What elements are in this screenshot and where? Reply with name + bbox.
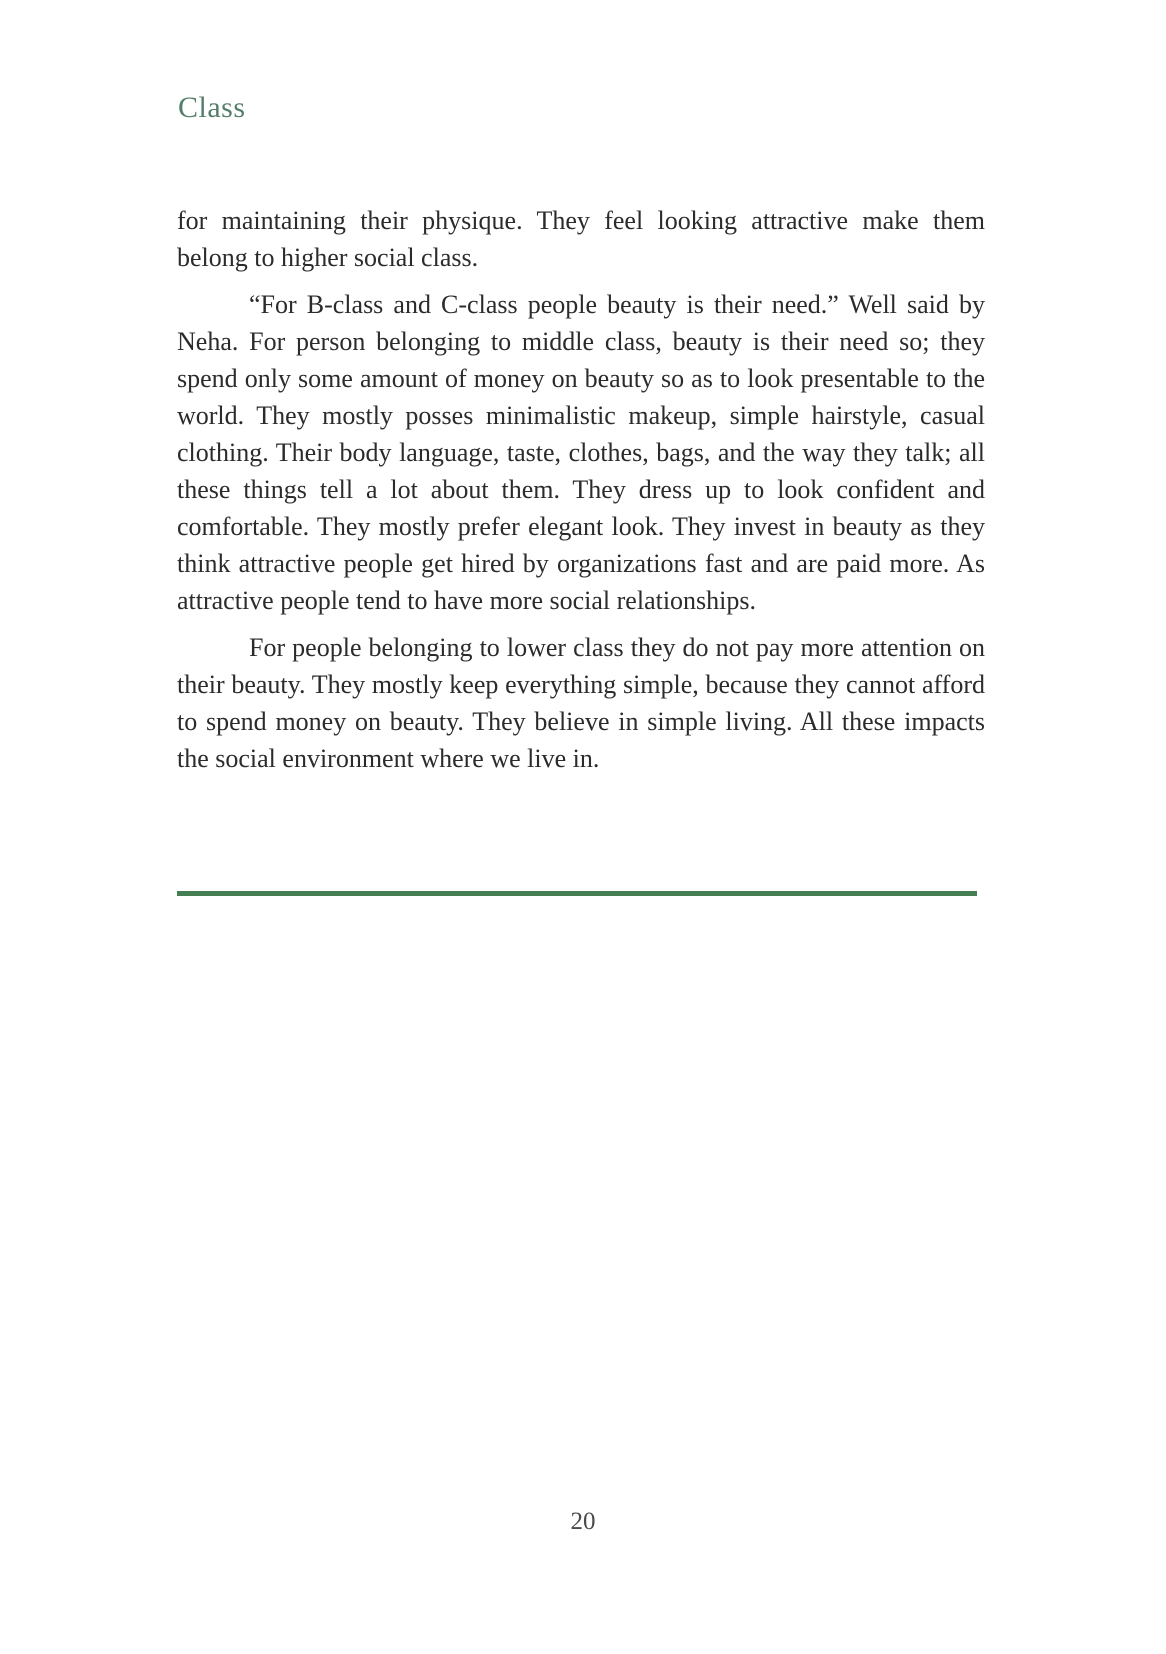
- running-header: Class: [178, 91, 246, 124]
- body-text: [177, 202, 985, 777]
- paragraph: “For B-class and C-class people beauty is their need.” Well said by Neha. For person belonging to middle class, beauty is their need so; they spend only some amount of money on beauty so as to look presentable to the world. They mostly posses minimalistic makeup, simple hairstyle, casual clothing. Their body language, taste, clothes, bags, and the way they talk; all these things tell a lot about them. They dress up to look confident and comfortable. They mostly prefer elegant look. They invest in beauty as they think attractive people get hired by organizations fast and are paid more. As attractive people tend to have more social relationships.: [177, 290, 985, 615]
- section-divider-rule: [177, 891, 977, 896]
- paragraph: For people belonging to lower class they do not pay more attention on their beauty. They mostly keep everything simple, because they cannot afford to spend money on beauty. They believe in simple living. All these impacts the social environment where we live in.: [177, 633, 985, 773]
- paragraph: for maintaining their physique. They feel looking attractive make them belong to higher social class.: [177, 206, 985, 272]
- page-number: 20: [570, 1508, 596, 1535]
